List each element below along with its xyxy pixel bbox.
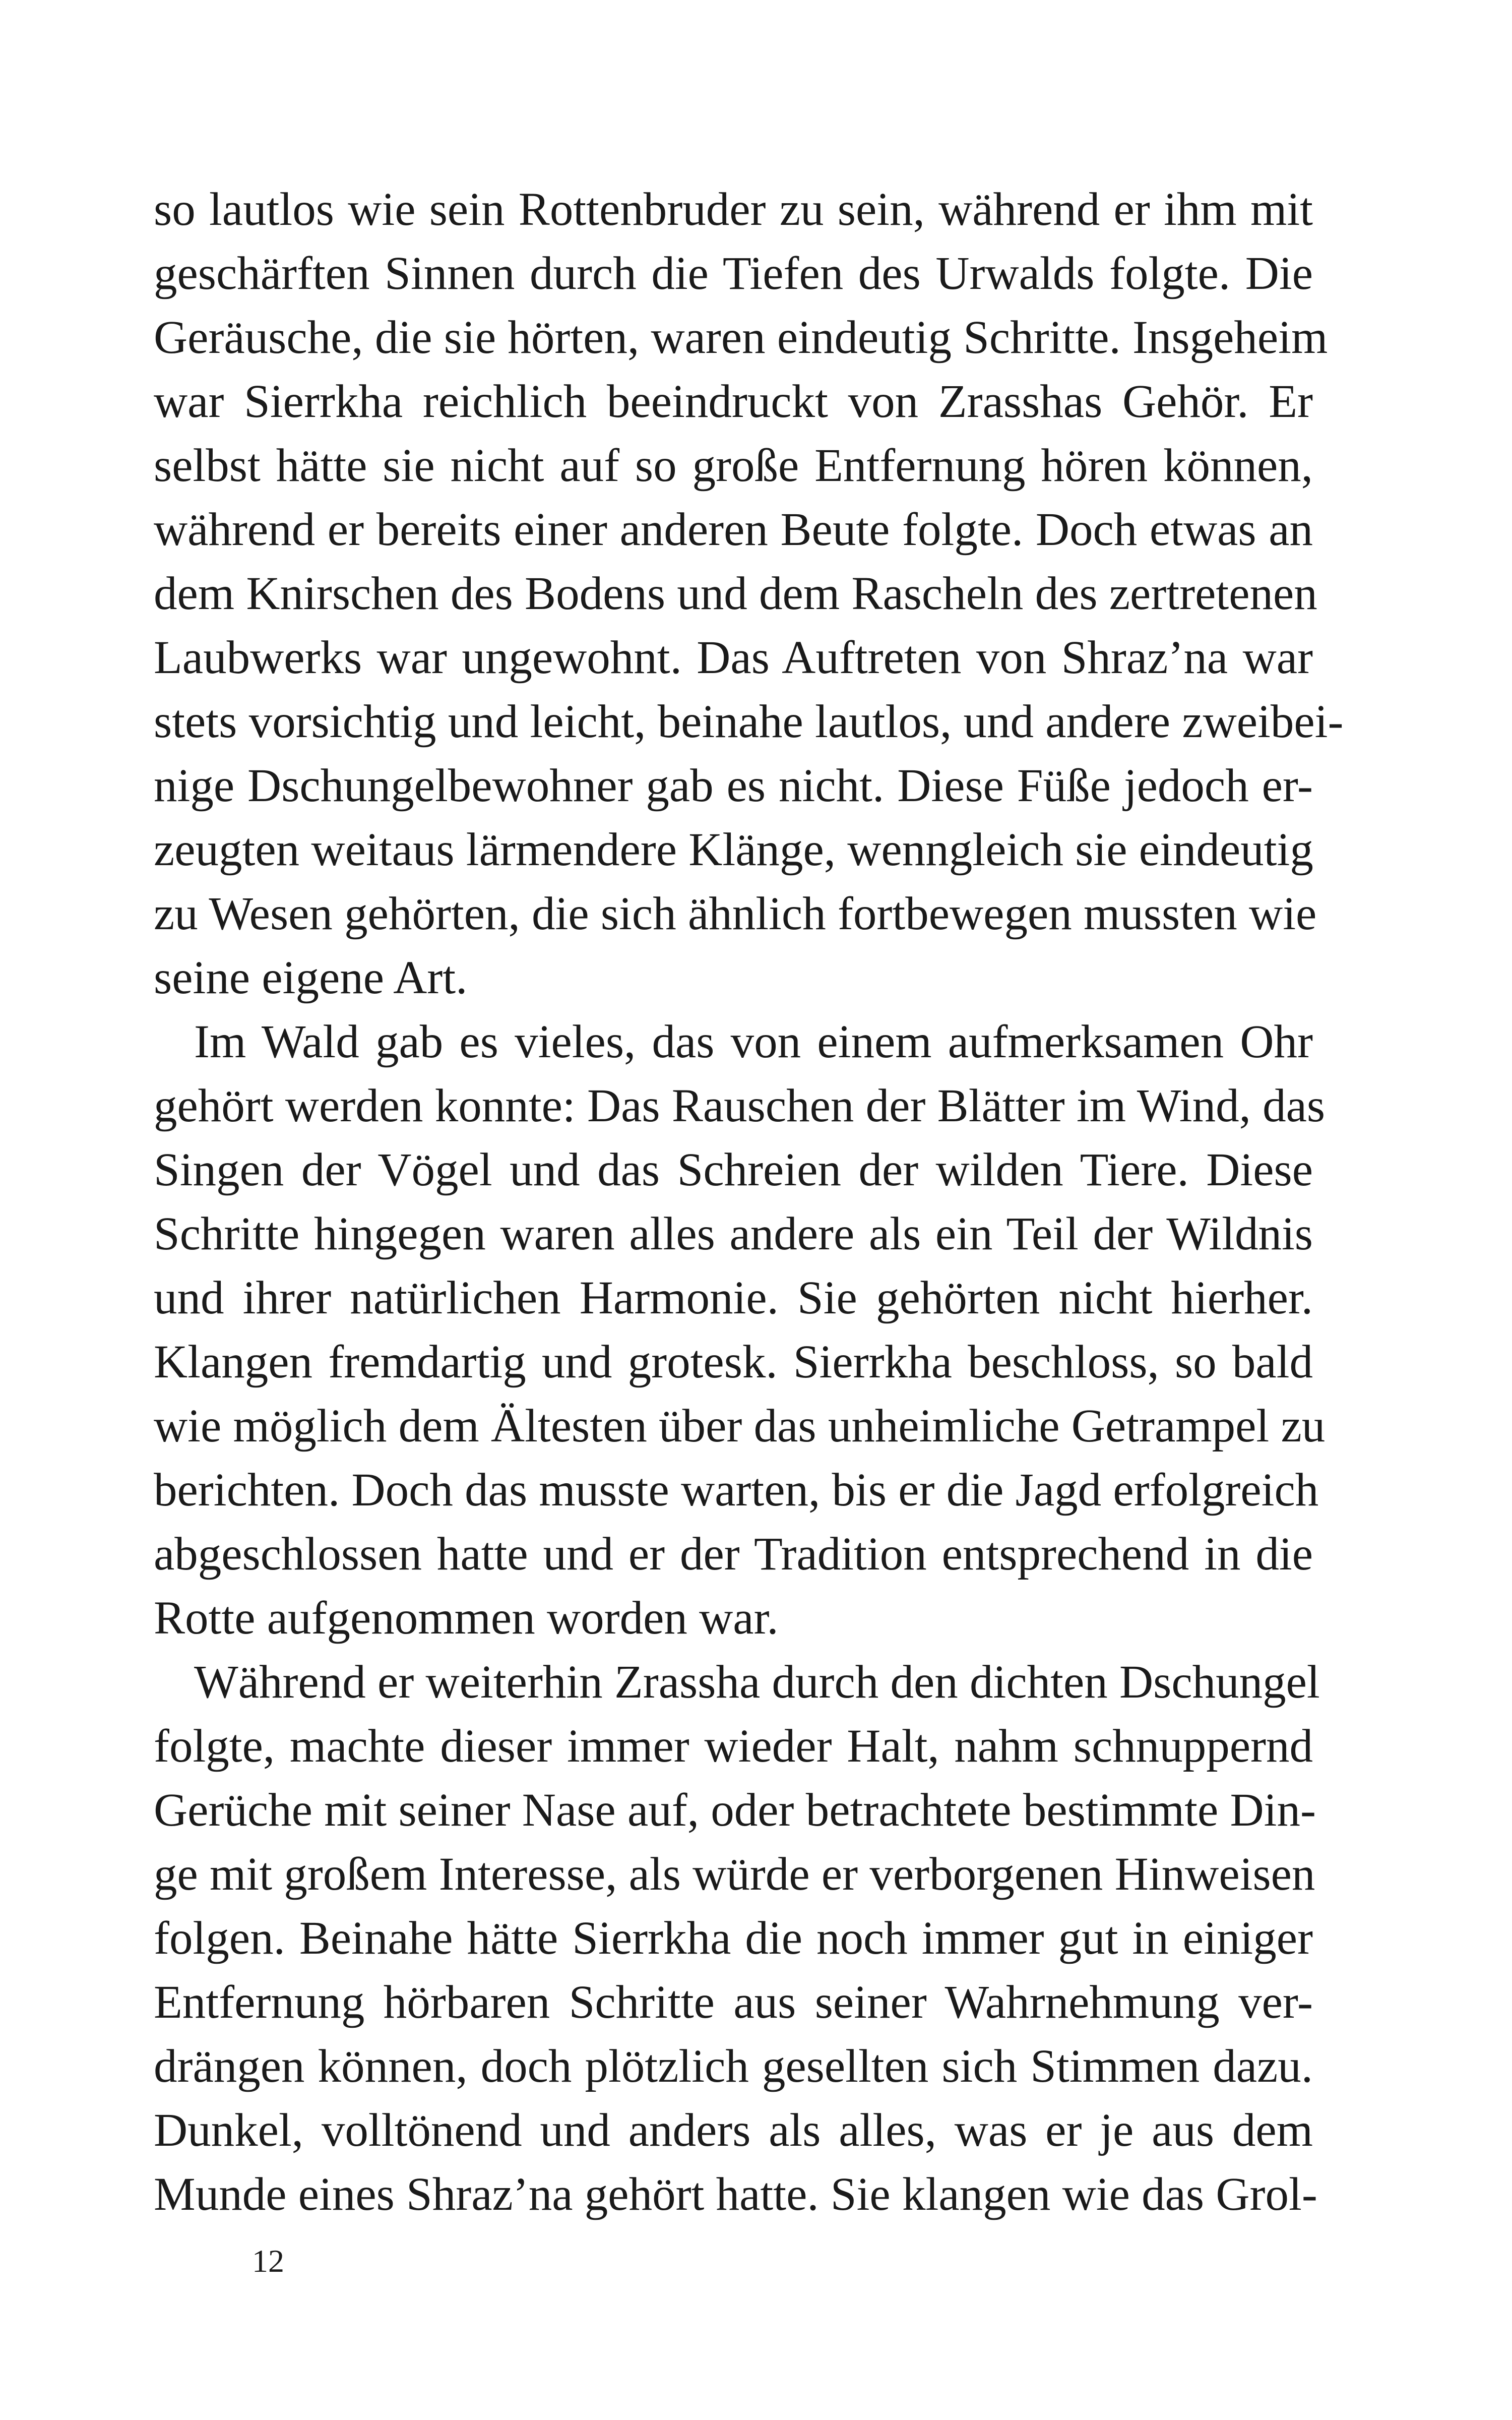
text-line: Im Wald gab es vieles, das von einem aufmerksamen Ohr <box>194 1016 1313 1068</box>
text-line: nige Dschungelbewohner gab es nicht. Diese Füße jedoch er- <box>154 760 1313 812</box>
text-line: Dunkel, volltönend und anders als alles, was er je aus dem <box>154 2104 1313 2156</box>
text-line: stets vorsichtig und leicht, beinahe lautlos, und andere zweibei- <box>154 696 1344 748</box>
text-line: drängen können, doch plötzlich gesellten sich Stimmen dazu. <box>154 2040 1313 2092</box>
text-line: Geräusche, die sie hörten, waren eindeutig Schritte. Insgeheim <box>154 312 1328 364</box>
text-line: Munde eines Shraz’na gehört hatte. Sie klangen wie das Grol- <box>154 2168 1317 2220</box>
body-text <box>154 177 1344 2226</box>
text-line: ge mit großem Interesse, als würde er verborgenen Hinweisen <box>154 1848 1315 1900</box>
text-line: abgeschlossen hatte und er der Tradition entsprechend in die <box>154 1528 1313 1580</box>
text-line: Singen der Vögel und das Schreien der wilden Tiere. Diese <box>154 1144 1313 1196</box>
text-line: Rotte aufgenommen worden war. <box>154 1592 779 1644</box>
text-line: dem Knirschen des Bodens und dem Rascheln des zertretenen <box>154 568 1317 620</box>
text-line: Gerüche mit seiner Nase auf, oder betrachtete bestimmte Din- <box>154 1784 1316 1836</box>
text-line: seine eigene Art. <box>154 952 468 1004</box>
text-line: Klangen fremdartig und grotesk. Sierrkha beschloss, so bald <box>154 1336 1313 1388</box>
text-line: folgen. Beinahe hätte Sierrkha die noch immer gut in einiger <box>154 1912 1313 1964</box>
text-line: zeugten weitaus lärmendere Klänge, wenngleich sie eindeutig <box>154 824 1313 876</box>
text-line: Während er weiterhin Zrassha durch den dichten Dschungel <box>194 1656 1320 1708</box>
text-line: folgte, machte dieser immer wieder Halt, nahm schnuppernd <box>154 1720 1313 1772</box>
text-line: Entfernung hörbaren Schritte aus seiner Wahrnehmung ver- <box>154 1976 1313 2028</box>
text-line: wie möglich dem Ältesten über das unheimliche Getrampel zu <box>154 1400 1326 1452</box>
text-line: so lautlos wie sein Rottenbruder zu sein, während er ihm mit <box>154 184 1313 235</box>
text-line: geschärften Sinnen durch die Tiefen des Urwalds folgte. Die <box>154 248 1313 299</box>
text-line: war Sierrkha reichlich beeindruckt von Zrasshas Gehör. Er <box>154 376 1313 428</box>
text-line: während er bereits einer anderen Beute folgte. Doch etwas an <box>154 504 1313 556</box>
text-line: zu Wesen gehörten, die sich ähnlich fortbewegen mussten wie <box>154 888 1317 940</box>
text-line: und ihrer natürlichen Harmonie. Sie gehörten nicht hierher. <box>154 1272 1313 1324</box>
text-line: berichten. Doch das musste warten, bis er die Jagd erfolgreich <box>154 1464 1319 1516</box>
text-line: Schritte hingegen waren alles andere als ein Teil der Wildnis <box>154 1208 1313 1260</box>
text-line: Laubwerks war ungewohnt. Das Auftreten von Shraz’na war <box>154 632 1313 684</box>
text-line: gehört werden konnte: Das Rauschen der Blätter im Wind, das <box>154 1080 1326 1132</box>
text-line: selbst hätte sie nicht auf so große Entfernung hören können, <box>154 440 1313 492</box>
page-number: 12 <box>252 2243 284 2279</box>
